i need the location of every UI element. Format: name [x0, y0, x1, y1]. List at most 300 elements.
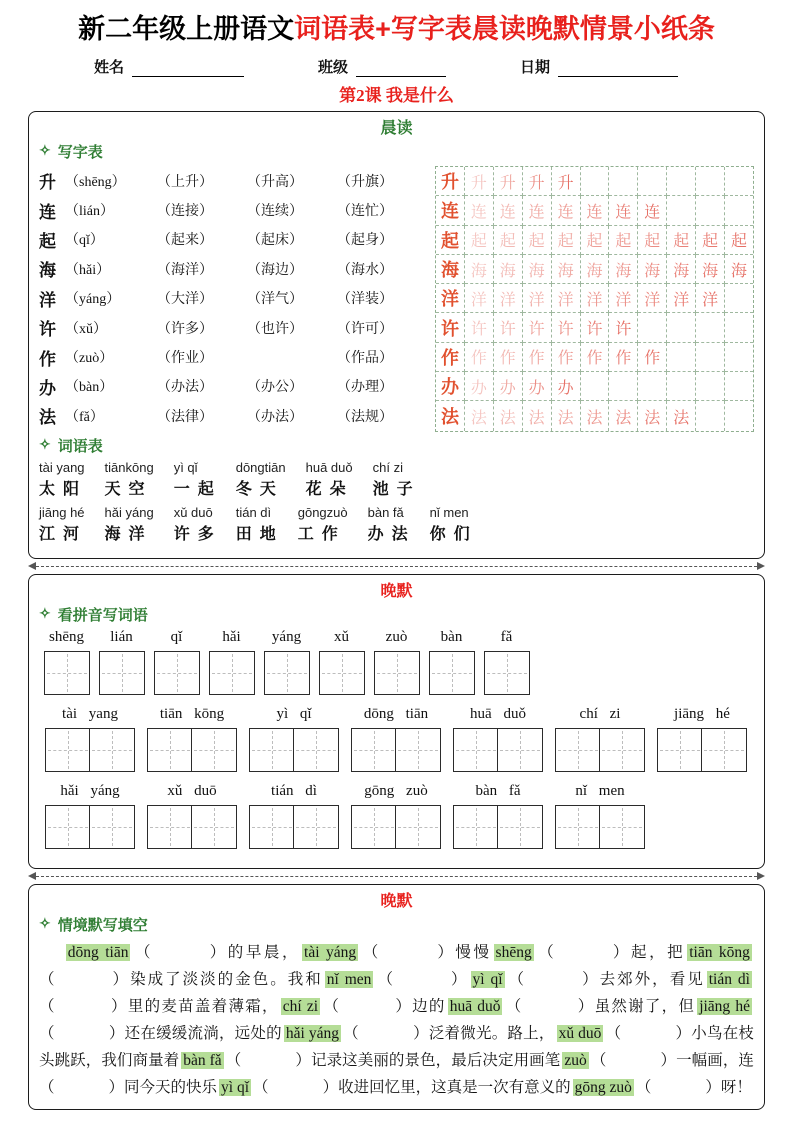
- pinyin-label: bàn fǎ: [475, 782, 521, 799]
- stroke-glyph: 办: [528, 379, 545, 397]
- dashed-cut-rule: [36, 876, 757, 877]
- context-fill-title: [39, 914, 754, 935]
- writing-box[interactable]: [351, 728, 397, 772]
- pinyin-write-item: [243, 783, 345, 849]
- morning-reading-section: [28, 111, 765, 559]
- stroke-cell: [696, 255, 725, 284]
- stroke-glyph: 作: [557, 350, 574, 368]
- stroke-cell: [523, 372, 552, 401]
- answer-blank[interactable]: （ ）: [605, 1024, 692, 1042]
- pinyin-write-row: [39, 629, 754, 695]
- stroke-cell: [581, 284, 610, 313]
- practice-char-cell: 作: [436, 343, 465, 372]
- morning-section-header: 晨读: [380, 120, 413, 137]
- stroke-glyph: 起: [644, 233, 661, 251]
- word-cell: （作业）: [157, 351, 213, 367]
- writing-boxes: [249, 728, 339, 772]
- stroke-cell: [609, 196, 638, 225]
- answer-blank[interactable]: （ ）: [535, 943, 631, 961]
- character-cell: 升: [39, 173, 56, 193]
- word-item: [39, 505, 85, 544]
- stroke-cell: [725, 226, 753, 255]
- pinyin-highlight: huā duǒ: [449, 997, 501, 1015]
- word-cell: （办理）: [337, 380, 393, 396]
- stroke-cell: [465, 343, 494, 372]
- pinyin-label: shēng: [49, 628, 84, 645]
- writing-box[interactable]: [293, 805, 339, 849]
- stroke-glyph: 海: [470, 262, 487, 280]
- writing-box[interactable]: [701, 728, 747, 772]
- paragraph-text: 去郊外，看见: [599, 970, 705, 988]
- word-item: [39, 460, 85, 499]
- character-cell: 起: [39, 231, 56, 251]
- stroke-cell: [552, 343, 581, 372]
- stroke-practice-grid: [435, 166, 754, 432]
- stroke-glyph: 起: [470, 233, 487, 251]
- word-hanzi: 工 作: [297, 525, 340, 543]
- answer-blank[interactable]: （ ）: [322, 997, 413, 1015]
- stroke-glyph: 连: [470, 203, 487, 221]
- arrow-right-icon: [757, 872, 765, 880]
- pinyin-write-item: [369, 629, 424, 695]
- evening2-section-header: 晚默: [380, 892, 413, 910]
- class-input-line[interactable]: [356, 62, 446, 77]
- word-cell: （海水）: [337, 262, 393, 278]
- title-part-red: 词语表+写字表: [294, 14, 472, 44]
- pinyin-write-item: [479, 629, 534, 695]
- word-table-row: [39, 460, 754, 499]
- stroke-glyph: 起: [528, 233, 545, 251]
- stroke-cell: [494, 255, 523, 284]
- answer-blank[interactable]: （ ）: [39, 1078, 125, 1096]
- writing-box[interactable]: [453, 728, 499, 772]
- answer-blank[interactable]: （ ）: [39, 970, 131, 988]
- word-pinyin: yì qǐ: [173, 459, 198, 475]
- word-item: [105, 505, 154, 544]
- pinyin-write-item: [259, 629, 314, 695]
- stroke-glyph: 海: [731, 262, 748, 280]
- stroke-cell: [725, 372, 753, 401]
- word-cell: （起身）: [337, 233, 393, 249]
- answer-blank[interactable]: （ ）: [132, 943, 228, 961]
- answer-blank[interactable]: （ ）: [504, 997, 595, 1015]
- pinyin-highlight: chí zi: [282, 997, 319, 1015]
- pinyin-highlight: zuò: [564, 1051, 587, 1069]
- stroke-cell: [523, 255, 552, 284]
- writing-box[interactable]: [555, 805, 601, 849]
- stroke-cell: [638, 284, 667, 313]
- stroke-glyph: 升: [470, 174, 487, 192]
- stroke-cell: [465, 372, 494, 401]
- pinyin-highlight: shēng: [495, 943, 532, 961]
- write-table-row: [39, 313, 435, 342]
- stroke-cell: [725, 401, 753, 430]
- stroke-cell: [696, 343, 725, 372]
- diamond-icon: ✧: [39, 606, 51, 622]
- writing-box[interactable]: [99, 651, 145, 695]
- stroke-cell: [581, 167, 610, 196]
- character-cell: 连: [39, 202, 56, 222]
- writing-box[interactable]: [395, 805, 441, 849]
- writing-boxes: [453, 728, 543, 772]
- pinyin-label: tián dì: [271, 782, 317, 799]
- paragraph-text: 小鸟在枝头跳跃，我们商量着: [39, 1024, 754, 1069]
- write-table-title: [39, 141, 754, 162]
- stroke-practice-row: [436, 255, 753, 284]
- pinyin-write-item: [141, 783, 243, 849]
- stroke-glyph: 起: [731, 233, 748, 251]
- stroke-cell: [494, 196, 523, 225]
- word-pinyin: hǎi yáng: [104, 504, 154, 520]
- stroke-practice-row: [436, 313, 753, 342]
- context-fill-title-text: 情境默写填空: [57, 917, 148, 934]
- character-cell: 海: [39, 261, 56, 281]
- writing-box[interactable]: [657, 728, 703, 772]
- stroke-cell: [638, 167, 667, 196]
- stroke-practice-row: [436, 401, 753, 430]
- pinyin-cell: （zuò）: [65, 351, 114, 367]
- paragraph-text: 泛着微光。路上，: [428, 1024, 555, 1042]
- writing-boxes: [657, 728, 747, 772]
- writing-box[interactable]: [89, 805, 135, 849]
- diamond-icon: ✧: [39, 437, 51, 453]
- character-cell: 许: [39, 320, 56, 340]
- stroke-glyph: 许: [586, 321, 603, 339]
- stroke-cell: [667, 196, 696, 225]
- word-hanzi: 太 阳: [39, 480, 82, 498]
- stroke-practice-row: [436, 226, 753, 255]
- paragraph-text: 染成了淡淡的金色。我和: [130, 970, 323, 988]
- pinyin-write-item: [345, 706, 447, 772]
- stroke-glyph: 作: [586, 350, 603, 368]
- title-part-pink: 晨读晚默情景小纸条: [471, 14, 715, 44]
- answer-blank[interactable]: （ ）: [253, 1078, 339, 1096]
- word-hanzi: 江 河: [39, 525, 82, 543]
- stroke-glyph: 法: [615, 409, 632, 427]
- stroke-cell: [552, 372, 581, 401]
- pinyin-label: nǐ men: [575, 782, 625, 799]
- writing-box[interactable]: [209, 651, 255, 695]
- practice-char-cell: 升: [436, 167, 465, 196]
- pinyin-cell: （shēng）: [65, 174, 126, 190]
- cut-line: [28, 870, 765, 883]
- word-cell: （法规）: [337, 409, 393, 425]
- word-item: [174, 505, 216, 544]
- writing-box[interactable]: [44, 651, 90, 695]
- stroke-cell: [609, 284, 638, 313]
- word-table-title-text: 词语表: [57, 438, 103, 455]
- stroke-cell: [494, 167, 523, 196]
- stroke-cell: [725, 284, 753, 313]
- evening-dictation-section: [28, 574, 765, 869]
- word-hanzi: 办 法: [367, 525, 410, 543]
- stroke-glyph: 起: [615, 233, 632, 251]
- stroke-cell: [696, 226, 725, 255]
- date-field: [520, 56, 678, 77]
- stroke-cell: [667, 372, 696, 401]
- writing-box[interactable]: [484, 651, 530, 695]
- pinyin-highlight: dōng tiān: [67, 943, 129, 961]
- answer-blank[interactable]: （ ）: [375, 970, 469, 988]
- word-cell: （办法）: [157, 380, 213, 396]
- write-table-row: [39, 372, 435, 401]
- date-input-line[interactable]: [558, 62, 678, 77]
- writing-boxes: [99, 651, 145, 695]
- writing-box[interactable]: [45, 728, 91, 772]
- pinyin-label: gōng zuò: [364, 782, 428, 799]
- stroke-glyph: 连: [499, 203, 516, 221]
- stroke-glyph: 办: [470, 379, 487, 397]
- writing-boxes: [453, 805, 543, 849]
- stroke-practice-row: [436, 196, 753, 225]
- word-cell: （起床）: [247, 233, 303, 249]
- writing-boxes: [555, 805, 645, 849]
- name-label: 姓名: [94, 60, 125, 76]
- stroke-glyph: 作: [470, 350, 487, 368]
- write-table-row: [39, 401, 435, 430]
- stroke-cell: [494, 343, 523, 372]
- answer-blank[interactable]: （ ）: [506, 970, 600, 988]
- stroke-glyph: 海: [528, 262, 545, 280]
- pinyin-write-item: [204, 629, 259, 695]
- pinyin-highlight: hǎi yáng: [285, 1024, 339, 1042]
- stroke-glyph: 法: [470, 409, 487, 427]
- writing-box[interactable]: [395, 728, 441, 772]
- writing-boxes: [555, 728, 645, 772]
- stroke-glyph: 连: [528, 203, 545, 221]
- writing-box[interactable]: [154, 651, 200, 695]
- pinyin-cell: （qǐ）: [65, 233, 104, 249]
- pinyin-label: jiāng hé: [674, 705, 730, 722]
- stroke-cell: [581, 196, 610, 225]
- student-info-row: [28, 56, 765, 77]
- writing-boxes: [429, 651, 475, 695]
- writing-box[interactable]: [429, 651, 475, 695]
- stroke-glyph: 连: [615, 203, 632, 221]
- stroke-glyph: 起: [557, 233, 574, 251]
- stroke-cell: [638, 313, 667, 342]
- stroke-glyph: 作: [499, 350, 516, 368]
- word-cell: （连忙）: [337, 204, 393, 220]
- stroke-glyph: 起: [673, 233, 690, 251]
- character-cell: 法: [39, 408, 56, 428]
- pinyin-write-item: [447, 783, 549, 849]
- pinyin-label: huā duǒ: [470, 705, 526, 722]
- stroke-practice-row: [436, 284, 753, 313]
- name-input-line[interactable]: [132, 62, 244, 77]
- writing-box[interactable]: [555, 728, 601, 772]
- stroke-cell: [552, 401, 581, 430]
- word-table: [39, 460, 754, 544]
- writing-box[interactable]: [293, 728, 339, 772]
- word-cell: （升高）: [247, 174, 303, 190]
- writing-boxes: [154, 651, 200, 695]
- writing-box[interactable]: [249, 728, 295, 772]
- word-cell: （连续）: [247, 204, 303, 220]
- stroke-glyph: 作: [528, 350, 545, 368]
- word-hanzi: 你 们: [429, 525, 472, 543]
- writing-box[interactable]: [147, 805, 193, 849]
- write-table-row: [39, 284, 435, 313]
- pinyin-label: tiān kōng: [159, 705, 225, 722]
- writing-box[interactable]: [191, 805, 237, 849]
- word-cell: （洋装）: [337, 292, 393, 308]
- stroke-glyph: 洋: [702, 291, 719, 309]
- date-label: 日期: [520, 60, 551, 76]
- pinyin-write-item: [149, 629, 204, 695]
- stroke-glyph: 连: [644, 203, 661, 221]
- word-pinyin: chí zi: [372, 459, 403, 475]
- pinyin-write-item: [345, 783, 447, 849]
- stroke-cell: [581, 313, 610, 342]
- word-cell: （办法）: [247, 409, 303, 425]
- pinyin-label: zuò: [385, 628, 408, 645]
- stroke-glyph: 许: [470, 321, 487, 339]
- stroke-glyph: 洋: [557, 291, 574, 309]
- name-field: [94, 56, 244, 77]
- word-table-row: [39, 505, 754, 544]
- paragraph-text: 的早晨，: [227, 943, 301, 961]
- paragraph-text: 记录这美丽的景色，最后决定用画笔: [311, 1051, 561, 1069]
- class-field: [318, 56, 446, 77]
- answer-blank[interactable]: （ ）: [635, 1078, 721, 1096]
- pinyin-cell: （xǔ）: [65, 321, 107, 337]
- answer-blank[interactable]: （ ）: [39, 997, 128, 1015]
- stroke-glyph: 作: [644, 350, 661, 368]
- word-cell: （上升）: [157, 174, 213, 190]
- answer-blank[interactable]: （ ）: [590, 1051, 677, 1069]
- answer-blank[interactable]: （ ）: [342, 1024, 429, 1042]
- write-table-row: [39, 166, 435, 195]
- word-pinyin: tiānkōng: [104, 459, 154, 475]
- stroke-glyph: 许: [499, 321, 516, 339]
- writing-box[interactable]: [249, 805, 295, 849]
- word-hanzi: 一 起: [173, 480, 216, 498]
- pinyin-cell: （yáng）: [65, 292, 121, 308]
- stroke-glyph: 升: [499, 174, 516, 192]
- word-cell: （起来）: [157, 233, 213, 249]
- pinyin-label: yáng: [271, 628, 302, 645]
- practice-char-cell: 办: [436, 372, 465, 401]
- writing-boxes: [249, 805, 339, 849]
- word-table-title: [39, 435, 754, 456]
- writing-box[interactable]: [497, 805, 543, 849]
- stroke-glyph: 升: [557, 174, 574, 192]
- pinyin-label: yì qǐ: [276, 705, 312, 722]
- pinyin-cell: （hǎi）: [65, 262, 111, 278]
- word-hanzi: 池 子: [372, 480, 415, 498]
- writing-box[interactable]: [497, 728, 543, 772]
- pinyin-write-item: [651, 706, 753, 772]
- word-cell: （也许）: [247, 321, 303, 337]
- answer-blank[interactable]: （ ）: [360, 943, 456, 961]
- character-cell: 办: [39, 378, 56, 398]
- writing-box[interactable]: [147, 728, 193, 772]
- paragraph-text: 边的: [412, 997, 446, 1015]
- stroke-glyph: 连: [586, 203, 603, 221]
- pinyin-highlight: yì qǐ: [221, 1078, 250, 1096]
- word-cell: （升旗）: [337, 174, 393, 190]
- stroke-cell: [465, 255, 494, 284]
- write-table-area: [39, 166, 754, 432]
- word-cell: （法律）: [157, 409, 213, 425]
- stroke-glyph: 法: [586, 409, 603, 427]
- stroke-cell: [523, 313, 552, 342]
- word-hanzi: 许 多: [173, 525, 216, 543]
- practice-char-cell: 起: [436, 226, 465, 255]
- stroke-cell: [581, 343, 610, 372]
- stroke-cell: [638, 226, 667, 255]
- stroke-glyph: 海: [702, 262, 719, 280]
- writing-box[interactable]: [351, 805, 397, 849]
- writing-box[interactable]: [89, 728, 135, 772]
- word-cell: （许可）: [337, 321, 393, 337]
- stroke-cell: [638, 401, 667, 430]
- writing-box[interactable]: [45, 805, 91, 849]
- writing-box[interactable]: [453, 805, 499, 849]
- word-cell: （办公）: [247, 380, 303, 396]
- answer-blank[interactable]: （ ）: [39, 1024, 125, 1042]
- writing-box[interactable]: [374, 651, 420, 695]
- writing-box[interactable]: [599, 728, 645, 772]
- stroke-cell: [609, 372, 638, 401]
- stroke-cell: [638, 196, 667, 225]
- stroke-cell: [465, 226, 494, 255]
- word-item: [430, 505, 472, 544]
- context-dictation-section: [28, 884, 765, 1110]
- word-hanzi: 天 空: [104, 480, 147, 498]
- arrow-right-icon: [757, 562, 765, 570]
- cut-line: [28, 560, 765, 573]
- stroke-glyph: 海: [586, 262, 603, 280]
- dashed-cut-rule: [36, 566, 757, 567]
- stroke-glyph: 许: [557, 321, 574, 339]
- writing-box[interactable]: [191, 728, 237, 772]
- pinyin-write-item: [314, 629, 369, 695]
- stroke-cell: [494, 313, 523, 342]
- writing-box[interactable]: [319, 651, 365, 695]
- pinyin-highlight: tài yáng: [304, 943, 357, 961]
- character-word-list: [39, 166, 435, 432]
- stroke-cell: [609, 167, 638, 196]
- stroke-cell: [725, 167, 753, 196]
- pinyin-highlight: tián dì: [708, 970, 750, 988]
- stroke-glyph: 起: [586, 233, 603, 251]
- paragraph-text: 呀！: [720, 1078, 752, 1096]
- stroke-glyph: 洋: [528, 291, 545, 309]
- stroke-cell: [725, 313, 753, 342]
- pinyin-write-item: [39, 706, 141, 772]
- stroke-cell: [494, 401, 523, 430]
- stroke-glyph: 起: [499, 233, 516, 251]
- pinyin-label: qǐ: [170, 628, 183, 645]
- pinyin-cell: （fǎ）: [65, 409, 104, 425]
- stroke-glyph: 洋: [644, 291, 661, 309]
- pinyin-label: lián: [110, 628, 133, 645]
- answer-blank[interactable]: （ ）: [225, 1051, 311, 1069]
- writing-box[interactable]: [264, 651, 310, 695]
- evening1-section-header: 晚默: [380, 582, 413, 600]
- pinyin-write-title: [39, 604, 754, 625]
- writing-boxes: [351, 805, 441, 849]
- writing-boxes: [45, 728, 135, 772]
- writing-box[interactable]: [599, 805, 645, 849]
- writing-boxes: [264, 651, 310, 695]
- stroke-cell: [523, 284, 552, 313]
- pinyin-write-item: [243, 706, 345, 772]
- word-cell: （连接）: [157, 204, 213, 220]
- paragraph-text: 起，把: [631, 943, 686, 961]
